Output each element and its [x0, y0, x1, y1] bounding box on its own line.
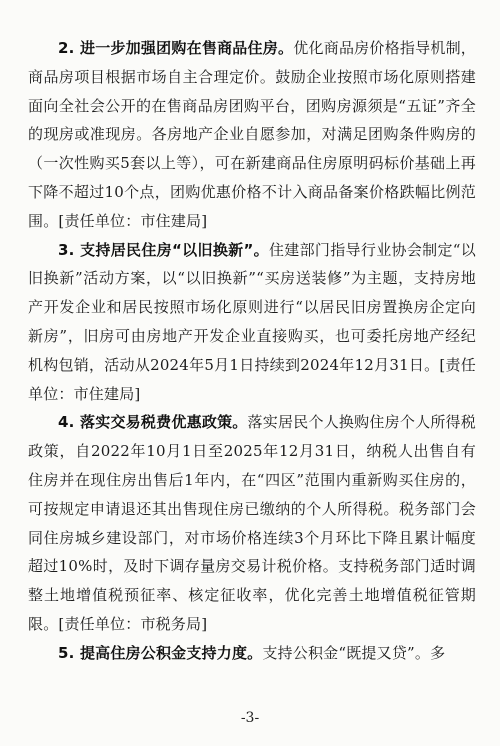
paragraph-5-body: 支持公积金“既提又贷”。多	[262, 643, 446, 662]
paragraph-3	[28, 236, 476, 409]
paragraph-5	[28, 639, 476, 668]
page-number: -3-	[240, 710, 260, 726]
paragraph-4-heading: 4. 落实交易税费优惠政策。	[58, 413, 248, 432]
paragraph-4-body: 落实居民个人换购住房个人所得税政策，自2022年10月1日至2025年12月31日，纳税人出售自有住房并在现住房出售后1年内，在“四区”范围内重新购买住房的，可按规定申请退还其出售现住房已缴纳的个人所得税。税务部门会同住房城乡建设部门，对市场价格连续3个月环比下降且累计幅度超过10%时，及时下调存量房交易计税价格。支持税务部门适时调整土地增值税预征率、核定征收率，优化完善土地增值税征管期限。[责任单位：市税务局]	[28, 413, 476, 633]
paragraph-2	[28, 34, 476, 236]
paragraph-4	[28, 408, 476, 638]
body-text	[28, 34, 476, 668]
paragraph-3-body: 住建部门指导行业协会制定“以旧换新”活动方案，以“以旧换新”“买房送装修”为主题，支持房地产开发企业和居民按照市场化原则进行“以居民旧房置换房企定向新房”，旧房可由房地产开发企业直接购买，也可委托房地产经纪机构包销，活动从2024年5月1日持续到2024年12月31日。[责任单位：市住建局]	[28, 240, 476, 403]
paragraph-3-heading: 3. 支持居民住房“以旧换新”。	[58, 240, 269, 259]
paragraph-5-heading: 5. 提高住房公积金支持力度。	[58, 643, 263, 662]
paragraph-2-body: 优化商品房价格指导机制，商品房项目根据市场自主合理定价。鼓励企业按照市场化原则搭建面向全社会公开的在售商品房团购平台，团购房源须是“五证”齐全的现房或准现房。各房地产企业自愿参加，对满足团购条件购房的（一次性购买5套以上等），可在新建商品住房原明码标价基础上再下降不超过10个点，团购优惠价格不计入商品备案价格跌幅比例范围。[责任单位：市住建局]	[28, 39, 477, 230]
paragraph-2-heading: 2. 进一步加强团购在售商品住房。	[58, 39, 294, 57]
